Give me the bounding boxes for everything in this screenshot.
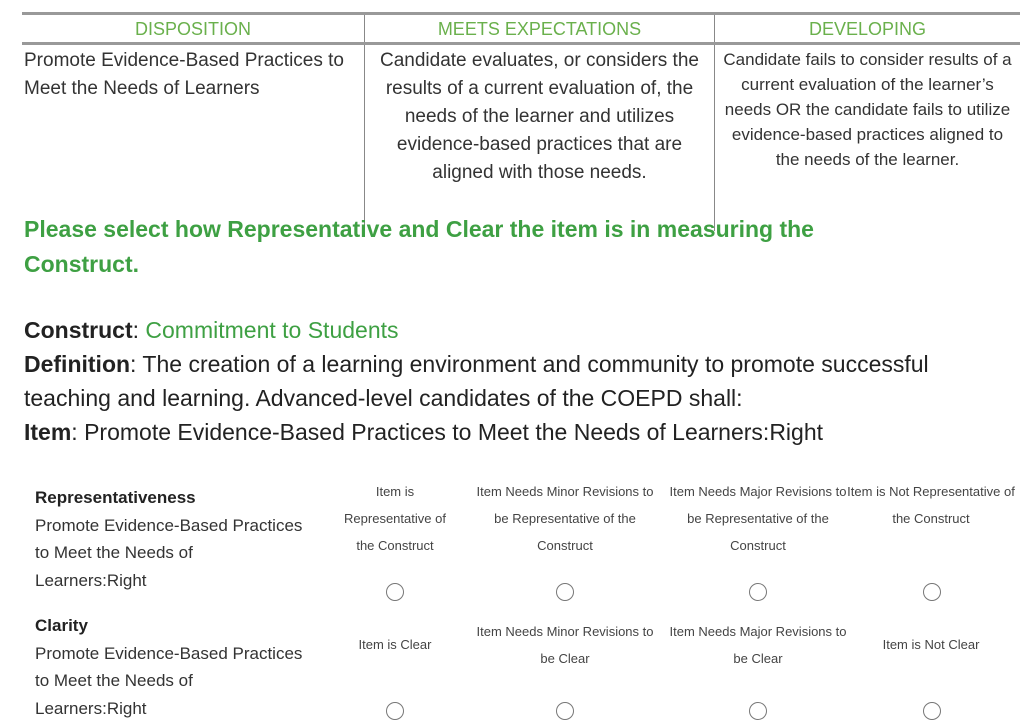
construct-info [24,313,1014,449]
radio-representative[interactable] [386,583,404,601]
radio-minor-revisions[interactable] [556,583,574,601]
rubric-header-meets: MEETS EXPECTATIONS [365,15,715,42]
option-label: Item is Not Representative of the Construct [847,484,1015,526]
radio-not-representative[interactable] [923,583,941,601]
option-label: Item Needs Major Revisions to be Clear [669,624,847,666]
item-label: Item [24,419,72,445]
row-label [35,612,305,722]
option-label: Item Needs Minor Revisions to be Representative of the Construct [476,484,654,553]
radio-clear[interactable] [386,702,404,720]
row-label [35,484,305,594]
construct-line: Construct: Commitment to Students [24,317,399,343]
rubric-cell-meets: Candidate evaluates, or considers the results of a current evaluation of, the needs of the learner and utilizes evidence-based practices that are aligned with those needs. [365,45,715,231]
radio-minor-revisions[interactable] [556,702,574,720]
question-prompt: Please select how Representative and Clear the item is in measuring the Construct. [24,216,814,277]
option-label: Item is Not Clear [882,637,980,652]
rubric-header-row [22,15,1020,45]
radio-not-clear[interactable] [923,702,941,720]
definition-value: The creation of a learning environment and community to promote successful teaching and learning. Advanced-level candidates of the COEPD shall: [24,351,929,411]
option-label: Item Needs Minor Revisions to be Clear [476,624,654,666]
construct-label: Construct [24,317,133,343]
rubric-cell-disposition: Promote Evidence-Based Practices to Meet the Needs of Learners [22,45,365,231]
construct-value: Commitment to Students [145,317,399,343]
rubric-cell-developing: Candidate fails to consider results of a current evaluation of the learner’s needs OR the candidate fails to utilize evidence-based practices aligned to the needs of the learner. [723,50,1012,169]
row-text: Promote Evidence-Based Practices to Meet the Needs of Learners:Right [35,515,303,590]
row-text: Promote Evidence-Based Practices to Meet the Needs of Learners:Right [35,643,303,718]
item-line: Item: Promote Evidence-Based Practices to Meet the Needs of Learners:Right [24,419,824,445]
item-value: Promote Evidence-Based Practices to Meet the Needs of Learners:Right [84,419,824,445]
option-label: Item Needs Major Revisions to be Representative of the Construct [669,484,847,553]
definition-label: Definition [24,351,131,377]
radio-major-revisions[interactable] [749,583,767,601]
rubric-header-disposition: DISPOSITION [22,15,365,42]
option-label: Item is Clear [358,637,432,652]
rubric-table [22,12,1020,231]
row-title: Clarity [35,616,88,635]
rubric-row [22,45,1020,231]
row-title: Representativeness [35,488,196,507]
definition-line: Definition: The creation of a learning environment and community to promote successful teaching and learning. Advanced-level candidates of the COEPD shall: [24,351,929,411]
rubric-header-developing: DEVELOPING [808,19,927,39]
option-label: Item is Representative of the Construct [344,484,446,553]
radio-major-revisions[interactable] [749,702,767,720]
